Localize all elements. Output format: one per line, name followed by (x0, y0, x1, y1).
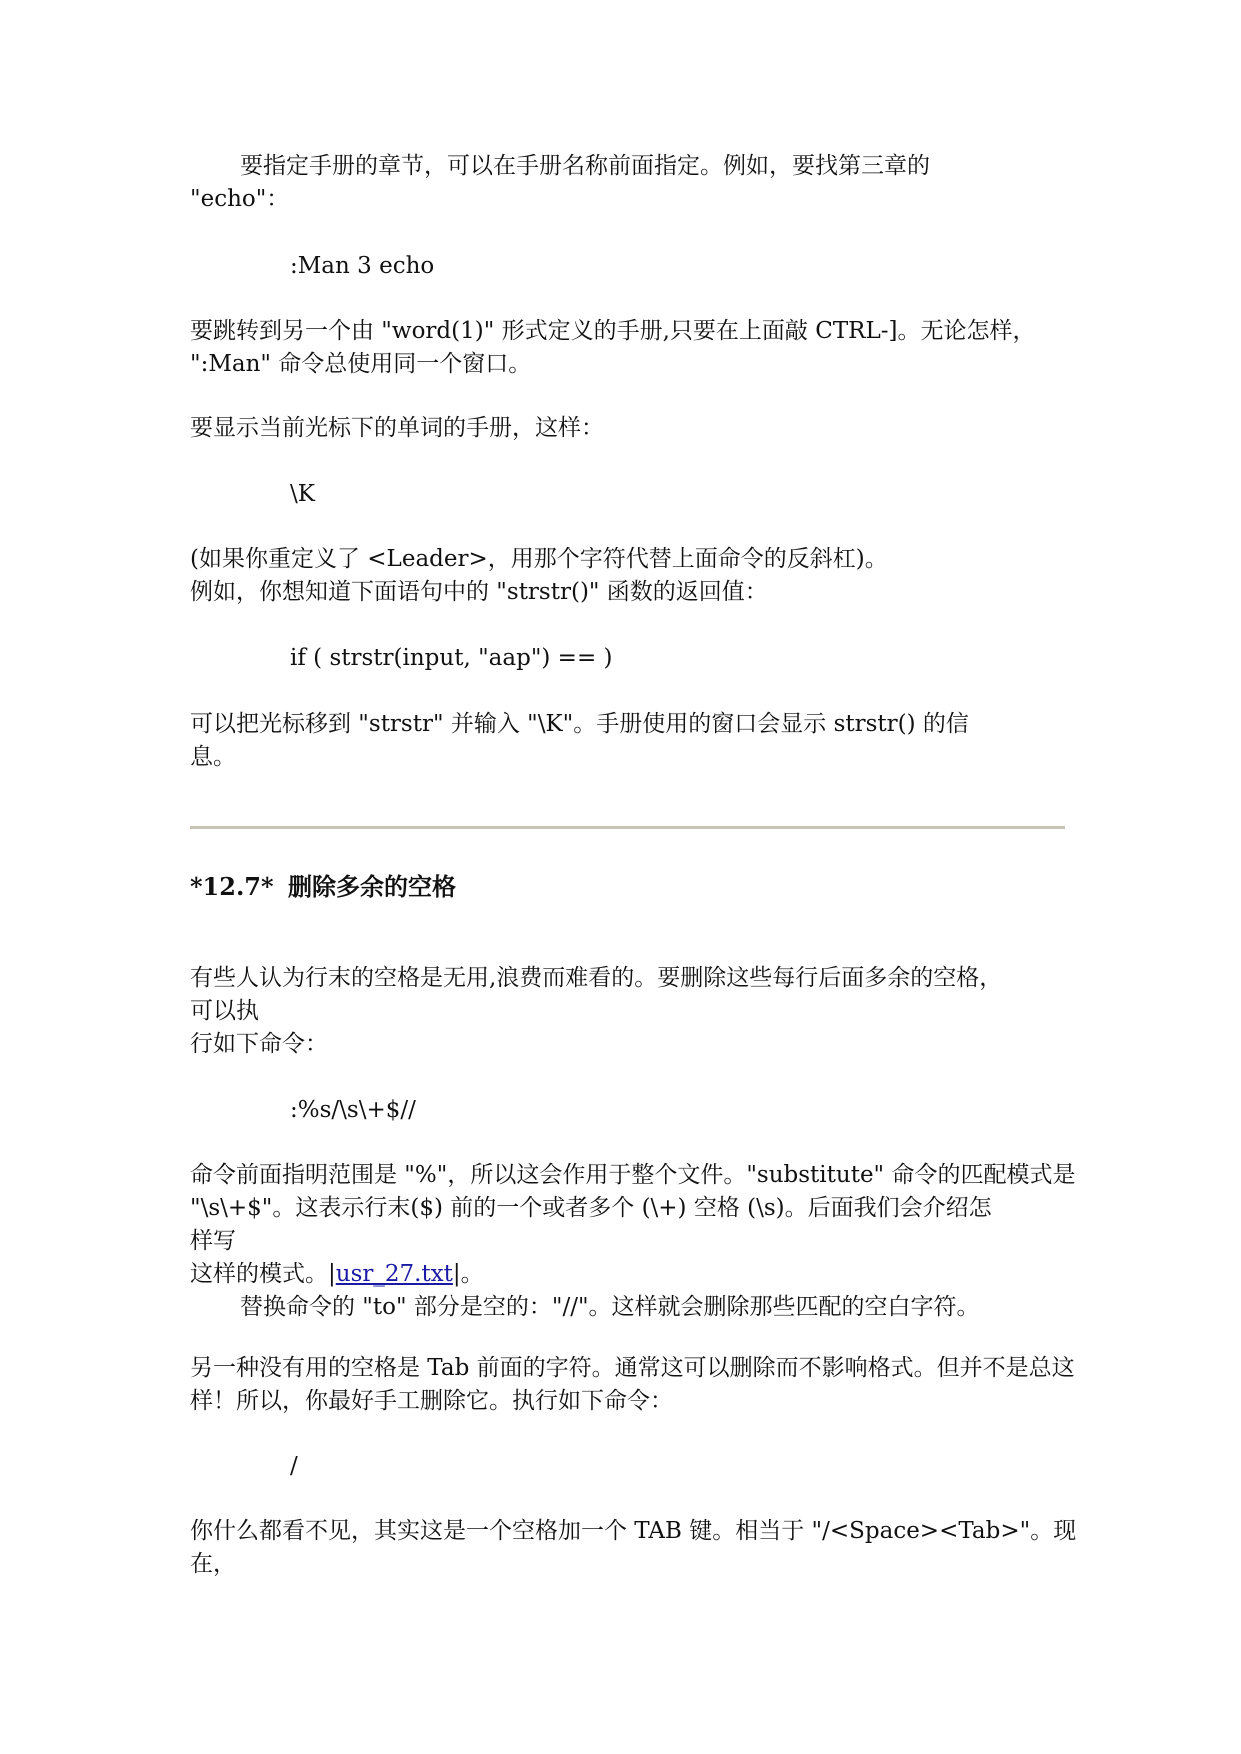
paragraph (190, 962, 1065, 1061)
code-line: :Man 3 echo (290, 253, 435, 279)
text-line: 命令前面指明范围是 "%"，所以这会作用于整个文件。"substitute" 命令的匹配模式是 (190, 1162, 1076, 1188)
code-line: if ( strstr(input, "aap") == ) (290, 645, 613, 671)
paragraph (190, 543, 1065, 609)
text-line: 替换命令的 "to" 部分是空的："//"。这样就会删除那些匹配的空白字符。 (240, 1294, 980, 1320)
section-divider (190, 826, 1065, 829)
text-line: 在， (190, 1551, 236, 1577)
text-line: 息。 (190, 744, 236, 770)
text-line: 样写 (190, 1228, 236, 1254)
text-line: 可以把光标移到 "strstr" 并输入 "\K"。手册使用的窗口会显示 strstr() 的信 (190, 711, 969, 737)
text-line: 有些人认为行末的空格是无用,浪费而难看的。要删除这些每行后面多余的空格， (190, 965, 1003, 991)
paragraph (190, 315, 1065, 381)
text-line: 可以执 (190, 998, 259, 1024)
text-line: 样！所以，你最好手工删除它。执行如下命令： (190, 1388, 673, 1414)
text-line: 要跳转到另一个由 "word(1)" 形式定义的手册,只要在上面敲 CTRL-]。无论怎样， (190, 318, 1036, 344)
usr-27-link[interactable]: usr_27.txt (335, 1261, 453, 1287)
code-line: :%s/\s\+$// (290, 1097, 416, 1123)
text-span: |。 (452, 1261, 484, 1287)
text-line: 另一种没有用的空格是 Tab 前面的字符。通常这可以删除而不影响格式。但并不是总这 (190, 1355, 1075, 1381)
paragraph (190, 1159, 1076, 1324)
text-line: 要显示当前光标下的单词的手册，这样： (190, 415, 604, 441)
paragraph (190, 708, 1065, 774)
code-line: \K (290, 481, 315, 507)
paragraph (190, 1352, 1075, 1418)
section-heading (190, 870, 456, 904)
paragraph (190, 150, 1065, 216)
text-line: "\s\+$"。这表示行末($) 前的一个或者多个 (\+) 空格 (\s)。后面我们会介绍怎 (190, 1195, 992, 1221)
text-line: 要指定手册的章节，可以在手册名称前面指定。例如，要找第三章的 (240, 153, 930, 179)
section-title: 删除多余的空格 (288, 872, 456, 901)
text-line: ":Man" 命令总使用同一个窗口。 (190, 351, 532, 377)
code-line: / (290, 1453, 298, 1479)
text-line: (如果你重定义了 <Leader>，用那个字符代替上面命令的反斜杠)。 (190, 546, 888, 572)
section-number: *12.7* (190, 872, 274, 901)
text-line: 你什么都看不见，其实这是一个空格加一个 TAB 键。相当于 "/<Space><Tab>"。现 (190, 1518, 1077, 1544)
text-span: 这样的模式。| (190, 1261, 336, 1287)
paragraph (190, 412, 1065, 445)
paragraph (190, 1515, 1077, 1581)
text-line: "echo"： (190, 186, 290, 212)
text-line: 行如下命令： (190, 1031, 328, 1057)
text-line (190, 1258, 1065, 1291)
text-line: 例如，你想知道下面语句中的 "strstr()" 函数的返回值： (190, 579, 768, 605)
